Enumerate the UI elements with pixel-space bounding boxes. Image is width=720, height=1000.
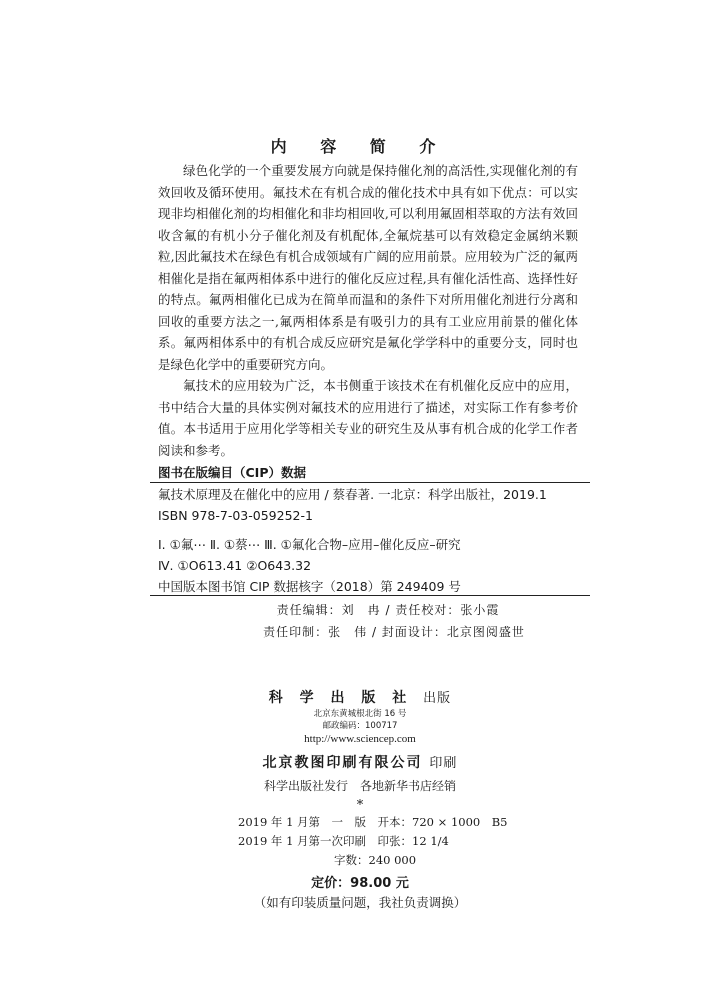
publisher-address-block	[0, 708, 720, 732]
price-label: 定价：	[311, 876, 351, 891]
printing-line: 2019 年 1 月第一次印刷 印张：12 1/4	[238, 834, 449, 848]
printer-suffix: 印刷	[429, 756, 458, 771]
cip-spacer	[158, 526, 588, 534]
printer-name: 北京教图印刷有限公司	[262, 755, 423, 771]
publisher-line	[0, 687, 720, 707]
publisher-suffix: 出版	[423, 691, 452, 706]
cip-heading: 图书在版编目（CIP）数据	[158, 465, 306, 480]
edition-info	[238, 813, 507, 870]
printer-line	[0, 752, 720, 772]
separator-asterisk: *	[356, 798, 364, 813]
production-credits: 责任印制：张 伟 / 封面设计：北京图阅盛世	[263, 625, 525, 639]
editor-credits: 责任编辑：刘 冉 / 责任校对：张小霞	[276, 603, 500, 617]
publisher-url: http://www.sciencep.com	[304, 733, 416, 745]
price-value: 98.00 元	[350, 876, 409, 891]
cip-isbn-line: ISBN 978-7-03-059252-1	[158, 508, 313, 523]
summary-paragraph-2: 氟技术的应用较为广泛，本书侧重于该技术在有机催化反应中的应用，书中结合大量的具体实例对氟技术的应用进行了描述，对实际工作有参考价值。本书适用于应用化学等相关专业的研究生及从事有机合成的化学工作者阅读和参考。	[158, 378, 578, 458]
cip-subject-line: Ⅰ. ①氟⋯ Ⅱ. ①蔡⋯ Ⅲ. ①氟化合物–应用–催化反应–研究	[158, 537, 461, 552]
word-count: 字数：240 000	[334, 853, 417, 867]
price-line	[0, 872, 720, 891]
summary-title: 内 容 简 介	[270, 137, 450, 156]
publisher-name: 科 学 出 版 社	[268, 690, 413, 706]
cip-data-block	[158, 484, 588, 597]
cip-title-line: 氟技术原理及在催化中的应用 / 蔡春著. 一北京：科学出版社，2019.1	[158, 487, 547, 502]
publisher-address: 北京东黄城根北街 16 号	[313, 709, 407, 719]
summary-body	[158, 160, 578, 461]
cip-top-rule	[150, 482, 590, 483]
cip-classification-line: Ⅳ. ①O613.41 ②O643.32	[158, 558, 312, 573]
cip-record-number-line: 中国版本图书馆 CIP 数据核字（2018）第 249409 号	[158, 579, 461, 594]
publisher-postal-code: 邮政编码：100717	[322, 721, 398, 731]
cip-bottom-rule	[150, 595, 590, 596]
edition-line: 2019 年 1 月第 一 版 开本：720 × 1000 B5	[238, 815, 508, 829]
quality-notice: （如有印装质量问题，我社负责调换）	[253, 895, 467, 910]
summary-paragraph-1: 绿色化学的一个重要发展方向就是保持催化剂的高活性,实现催化剂的有效回收及循环使用。氟技术在有机合成的催化技术中具有如下优点：可以实现非均相催化剂的均相催化和非均相回收,可以利用氟固相萃取的方法有效回收含氟的有机小分子催化剂及有机配体,全氟烷基可以有效稳定金属纳米颗粒,因此氟技术在绿色有机合成领域有广阔的应用前景。应用较为广泛的氟两相催化是指在氟两相体系中进行的催化反应过程,具有催化活性高、选择性好的特点。氟两相催化已成为在简单而温和的条件下对所用催化剂进行分离和回收的重要方法之一,氟两相体系是有吸引力的具有工业应用前景的催化体系。氟两相体系中的有机合成反应研究是氟化学学科中的重要分支，同时也是绿色化学中的重要研究方向。	[158, 163, 578, 372]
distribution-line: 科学出版社发行 各地新华书店经销	[263, 779, 456, 793]
